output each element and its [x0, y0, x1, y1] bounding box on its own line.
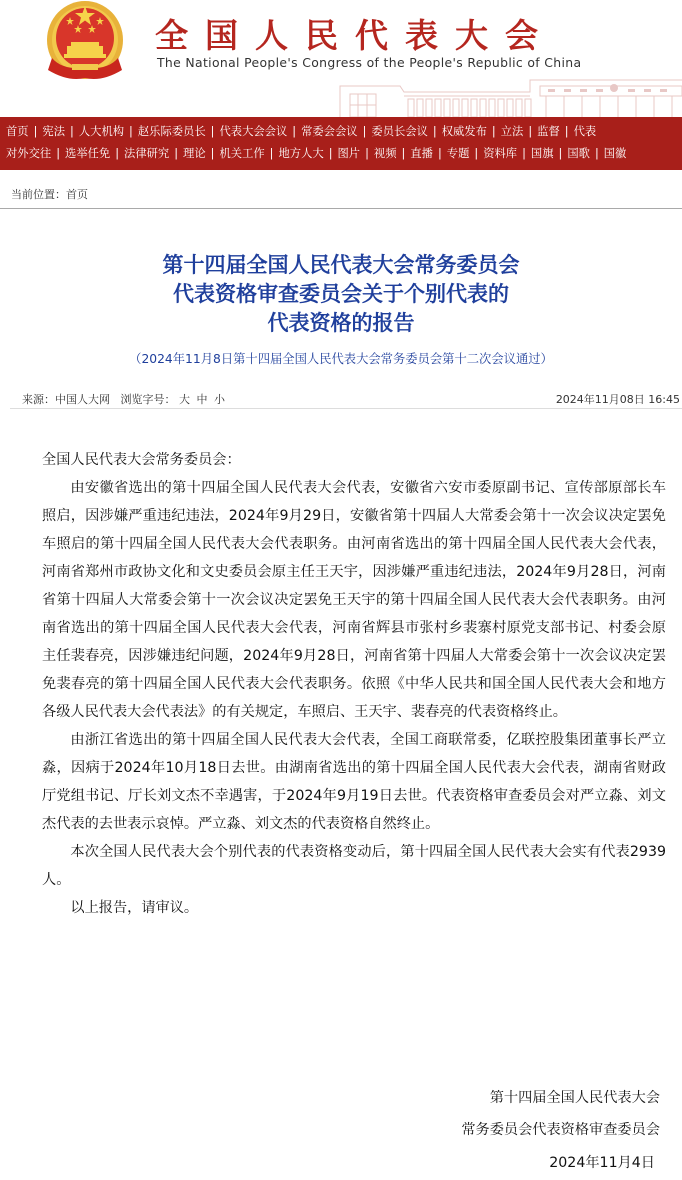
paragraph: 由浙江省选出的第十四届全国人民代表大会代表，全国工商联常委，亿联控股集团董事长严立淼，因病于2024年10月18日去世。由湖南省选出的第十四届全国人民代表大会代表，湖南省财政厅党组书记、厅长刘文杰不幸遇害，于2024年9月19日去世。代表资格审查委员会对严立淼、刘文杰代表的去世表示哀悼。严立淼、刘文杰的代表资格自然终止。	[42, 732, 666, 832]
font-size-medium-button[interactable]: 中	[196, 393, 208, 406]
article-title-line: 代表资格的报告	[267, 311, 415, 335]
signature-date: 2024年11月4日	[549, 1155, 655, 1171]
source-value: 中国人大网	[55, 393, 110, 406]
nav-separator: |	[528, 125, 533, 138]
nav-link[interactable]: 法律研究	[124, 147, 170, 160]
nav-separator: |	[210, 147, 215, 160]
nav-separator: |	[491, 125, 496, 138]
breadcrumb	[11, 186, 88, 202]
publish-datetime: 2024年11月08日 16:45	[555, 393, 680, 406]
nav-link[interactable]: 资料库	[483, 147, 518, 160]
nav-link[interactable]: 专题	[446, 147, 470, 160]
nav-separator: |	[174, 147, 179, 160]
nav-separator: |	[437, 147, 442, 160]
nav-link[interactable]: 直播	[410, 147, 433, 160]
nav-row-2	[6, 143, 626, 165]
nav-link[interactable]: 监督	[537, 125, 560, 138]
nav-separator: |	[328, 147, 333, 160]
paragraph: 由安徽省选出的第十四届全国人民代表大会代表，安徽省六安市委原副书记、宣传部原部长车照启，因涉嫌严重违纪违法，2024年9月29日，安徽省第十四届人大常委会第十一次会议决定罢免车照启的第十四届全国人民代表大会代表职务。由河南省选出的第十四届全国人民代表大会代表，河南省郑州市政协文化和文史委员会原主任王天宇，因涉嫌严重违纪违法，2024年9月28日，河南省第十四届人大常委会第十一次会议决定罢免王天宇的第十四届全国人民代表大会代表职务。由河南省选出的第十四届全国人民代表大会代表，河南省辉县市张村乡裴寨村原党支部书记、村委会原主任裴春亮，因涉嫌违纪问题，2024年9月28日，河南省第十四届人大常委会第十一次会议决定罢免裴春亮的第十四届全国人民代表大会代表职务。依照《中华人民共和国全国人民代表大会和地方各级人民代表大会代表法》的有关规定，车照启、王天宇、裴春亮的代表资格终止。	[42, 480, 666, 720]
breadcrumb-label: 当前位置：	[11, 188, 66, 201]
nav-separator: |	[522, 147, 526, 160]
divider	[0, 208, 682, 209]
nav-link[interactable]: 地方人大	[278, 147, 324, 160]
nav-link[interactable]: 国徽	[603, 147, 627, 160]
article-body	[42, 446, 666, 922]
main-nav	[0, 117, 682, 170]
nav-separator: |	[269, 147, 274, 160]
nav-separator: |	[210, 125, 215, 138]
nav-separator: |	[362, 125, 367, 138]
nav-separator: |	[70, 125, 74, 138]
article-meta	[22, 391, 228, 407]
national-emblem-icon[interactable]	[42, 0, 128, 84]
nav-link[interactable]: 委员长会议	[371, 125, 428, 138]
nav-separator: |	[292, 125, 297, 138]
divider	[10, 408, 682, 409]
nav-link[interactable]: 国歌	[567, 147, 590, 160]
salutation: 全国人民代表大会常务委员会：	[42, 452, 241, 468]
article-title	[0, 251, 682, 338]
article-title-line: 代表资格审查委员会关于个别代表的	[173, 282, 509, 306]
site-subtitle: The National People's Congress of the People's Republic of China	[157, 55, 582, 70]
nav-separator: |	[594, 147, 599, 160]
nav-link[interactable]: 视频	[373, 147, 397, 160]
nav-link[interactable]: 国旗	[530, 147, 554, 160]
nav-link[interactable]: 图片	[337, 147, 361, 160]
nav-link[interactable]: 权威发布	[441, 125, 487, 138]
nav-separator: |	[558, 147, 563, 160]
font-size-small-button[interactable]: 小	[214, 393, 225, 406]
great-hall-illustration	[300, 72, 682, 117]
nav-separator: |	[56, 147, 61, 160]
nav-link[interactable]: 立法	[500, 125, 524, 138]
nav-separator: |	[432, 125, 437, 138]
nav-separator: |	[115, 147, 120, 160]
nav-link[interactable]: 常委会会议	[301, 125, 358, 138]
nav-link[interactable]: 赵乐际委员长	[137, 125, 206, 138]
nav-separator: |	[474, 147, 479, 160]
nav-link[interactable]: 宪法	[42, 125, 66, 138]
nav-link[interactable]: 对外交往	[6, 147, 52, 160]
nav-separator: |	[33, 125, 38, 138]
breadcrumb-home-link[interactable]: 首页	[66, 188, 88, 201]
nav-link[interactable]: 人大机构	[78, 125, 125, 138]
paragraph: 本次全国人民代表大会个别代表的代表资格变动后，第十四届全国人民代表大会实有代表2939人。	[42, 844, 666, 888]
font-size-label: 浏览字号：	[120, 393, 176, 406]
nav-link[interactable]: 机关工作	[219, 147, 265, 160]
nav-link[interactable]: 代表大会会议	[219, 125, 288, 138]
nav-separator: |	[401, 147, 406, 160]
nav-link[interactable]: 选举任免	[65, 147, 111, 160]
article-title-line: 第十四届全国人民代表大会常务委员会	[162, 253, 520, 277]
font-size-large-button[interactable]: 大	[179, 393, 190, 406]
article-subtitle: （2024年11月8日第十四届全国人民代表大会常务委员会第十二次会议通过）	[129, 352, 553, 366]
source-label: 来源：	[22, 393, 55, 406]
nav-separator: |	[564, 125, 569, 138]
nav-separator: |	[365, 147, 369, 160]
signature-org-line-2: 常务委员会代表资格审查委员会	[461, 1122, 660, 1138]
signature-org-line-1: 第十四届全国人民代表大会	[489, 1090, 660, 1106]
nav-link[interactable]: 理论	[183, 147, 206, 160]
nav-link[interactable]: 首页	[6, 125, 29, 138]
nav-separator: |	[129, 125, 133, 138]
paragraph: 以上报告，请审议。	[70, 900, 199, 916]
nav-link[interactable]: 代表	[573, 125, 597, 138]
site-title: 全国人民代表大会	[155, 16, 555, 55]
site-header	[0, 0, 682, 117]
nav-row-1	[6, 121, 596, 143]
